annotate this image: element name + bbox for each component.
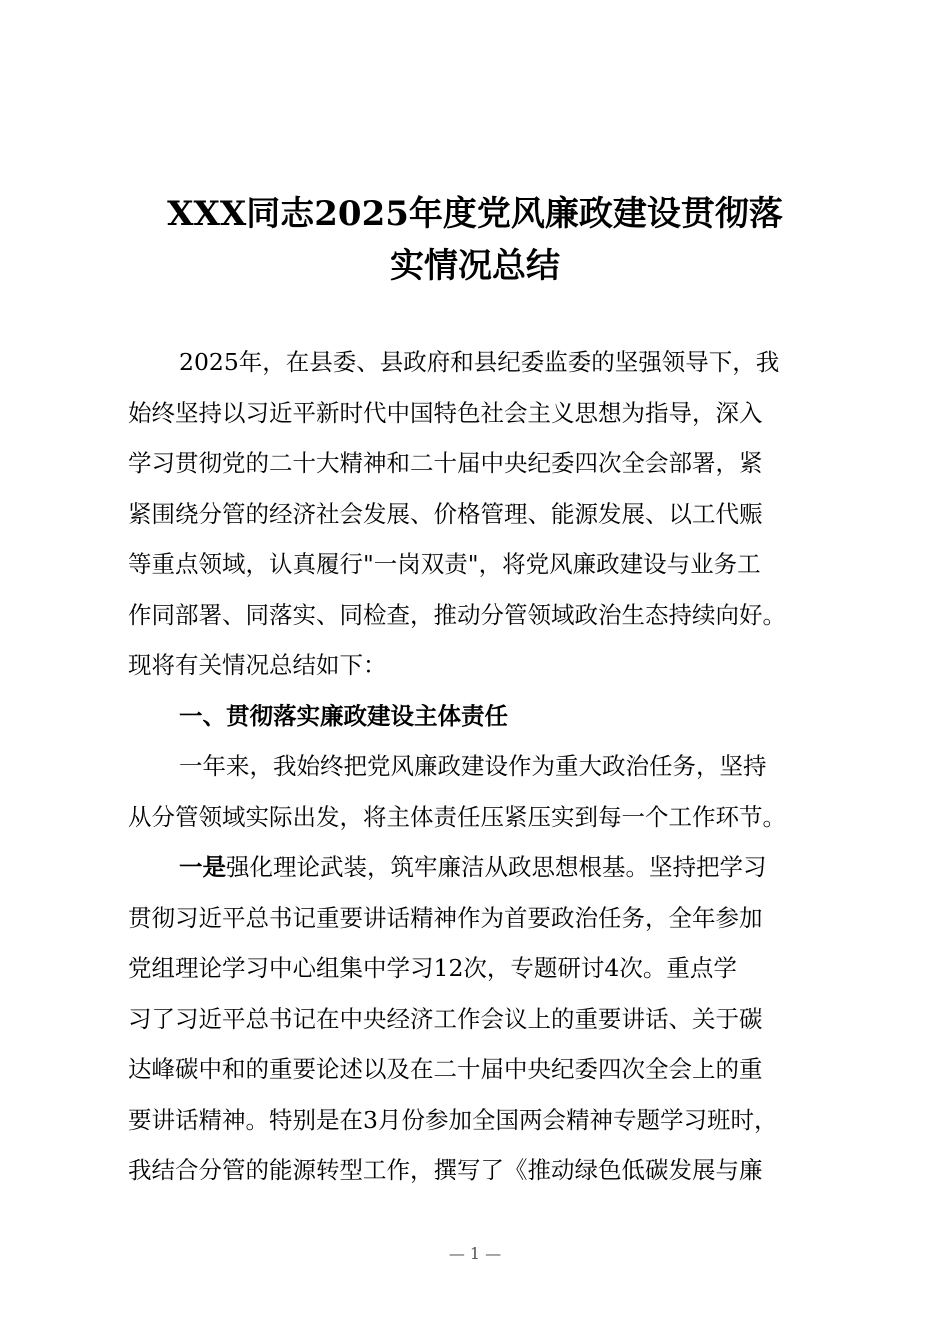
title-line-2: 实情况总结: [390, 246, 560, 286]
page-number: — 1 —: [448, 1244, 502, 1263]
body-line: 从分管领域实际出发，将主体责任压紧压实到每一个工作环节。: [128, 802, 786, 831]
body-line: 一年来，我始终把党风廉政建设作为重大政治任务，坚持: [179, 752, 767, 780]
body-line: 2025年，在县委、县政府和县纪委监委的坚强领导下，我: [179, 348, 780, 376]
body-line: 要讲话精神。特别是在3月份参加全国两会精神专题学习班时，: [128, 1105, 778, 1134]
lead-label: 一是: [179, 853, 226, 881]
body-line: 党组理论学习中心组集中学习12次，专题研讨4次。重点学: [128, 954, 737, 982]
body-line: 现将有关情况总结如下：: [128, 651, 387, 679]
title-line-1: XXX同志2025年度党风廉政建设贯彻落: [167, 194, 783, 234]
body-line: 作同部署、同落实、同检查，推动分管领域政治生态持续向好。: [128, 600, 786, 629]
section-heading: 一、贯彻落实廉政建设主体责任: [179, 701, 508, 730]
body-line: 贯彻习近平总书记重要讲话精神作为首要政治任务，全年参加: [128, 903, 763, 932]
body-line: 达峰碳中和的重要论述以及在二十届中央纪委四次全会上的重: [128, 1055, 763, 1083]
body-line: 习了习近平总书记在中央经济工作会议上的重要讲话、关于碳: [128, 1004, 763, 1033]
body-line: 紧围绕分管的经济社会发展、价格管理、能源发展、以工代赈: [128, 499, 763, 528]
body-line-lead: [128, 842, 833, 893]
body-line: 学习贯彻党的二十大精神和二十届中央纪委四次全会部署，紧: [128, 449, 763, 477]
document-title: [110, 188, 840, 292]
body-line: 等重点领域，认真履行"一岗双责"，将党风廉政建设与业务工: [128, 550, 761, 578]
document-body: [128, 337, 833, 1196]
lead-text: 强化理论武装，筑牢廉洁从政思想根基。坚持把学习: [226, 853, 767, 881]
body-line: 我结合分管的能源转型工作，撰写了《推动绿色低碳发展与廉: [128, 1156, 763, 1184]
body-line: 始终坚持以习近平新时代中国特色社会主义思想为指导，深入: [128, 398, 763, 427]
